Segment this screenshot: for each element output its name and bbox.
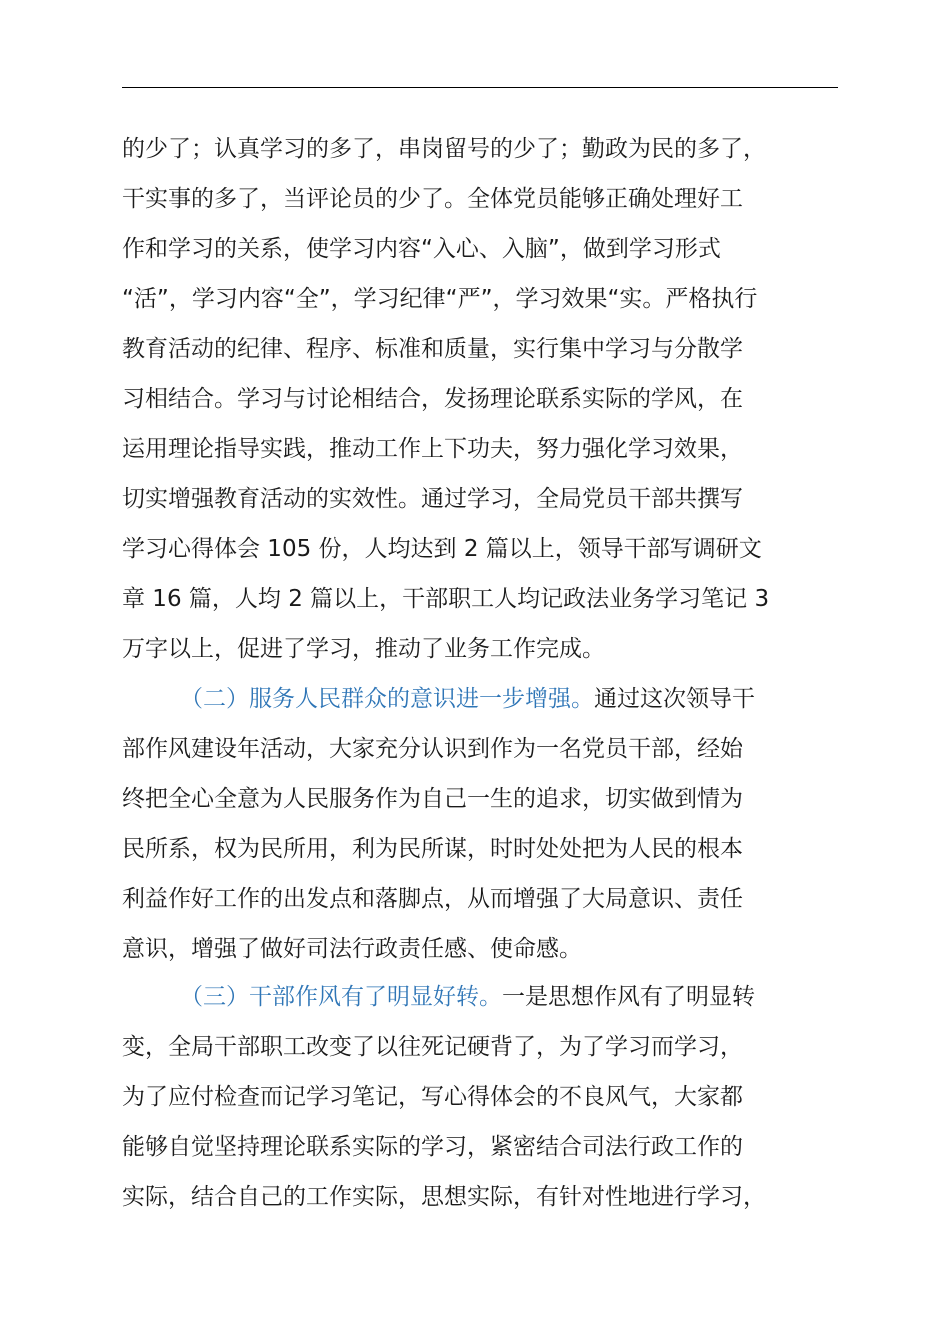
section-3-first-line: [180, 982, 755, 1012]
section-2-first-line: [180, 684, 755, 714]
body-line: 教育活动的纪律、程序、标准和质量，实行集中学习与分散学: [122, 336, 743, 362]
body-line: 能够自觉坚持理论联系实际的学习，紧密结合司法行政工作的: [122, 1134, 743, 1160]
body-line: “活”，学习内容“全”，学习纪律“严”，学习效果“实。严格执行: [122, 286, 758, 312]
section-2-first-tail: 通过这次领导干: [594, 686, 755, 712]
body-line: 为了应付检查而记学习笔记，写心得体会的不良风气，大家都: [122, 1084, 743, 1110]
body-line: 终把全心全意为人民服务作为自己一生的追求，切实做到情为: [122, 786, 743, 812]
body-line: 切实增强教育活动的实效性。通过学习，全局党员干部共撰写: [122, 486, 743, 512]
body-line: 利益作好工作的出发点和落脚点，从而增强了大局意识、责任: [122, 886, 743, 912]
body-line: 干实事的多了，当评论员的少了。全体党员能够正确处理好工: [122, 186, 743, 212]
section-3-first-tail: 一是思想作风有了明显转: [502, 984, 755, 1010]
body-line: 实际，结合自己的工作实际，思想实际，有针对性地进行学习，: [122, 1184, 766, 1210]
body-line: 的少了；认真学习的多了，串岗留号的少了；勤政为民的多了，: [122, 136, 766, 162]
body-line: 作和学习的关系，使学习内容“入心、入脑”，做到学习形式: [122, 236, 721, 262]
section-2-heading: （二）服务人民群众的意识进一步增强。: [180, 686, 594, 712]
body-line: 章 16 篇，人均 2 篇以上，干部职工人均记政法业务学习笔记 3: [122, 586, 770, 612]
body-line: 部作风建设年活动，大家充分认识到作为一名党员干部，经始: [122, 736, 743, 762]
body-line: 民所系，权为民所用，利为民所谋，时时处处把为人民的根本: [122, 836, 743, 862]
body-line: 变，全局干部职工改变了以往死记硬背了，为了学习而学习，: [122, 1034, 743, 1060]
body-line: 意识，增强了做好司法行政责任感、使命感。: [122, 936, 582, 962]
body-line: 习相结合。学习与讨论相结合，发扬理论联系实际的学风，在: [122, 386, 743, 412]
body-line: 运用理论指导实践，推动工作上下功夫，努力强化学习效果，: [122, 436, 743, 462]
body-line: 万字以上，促进了学习，推动了业务工作完成。: [122, 636, 605, 662]
body-line: 学习心得体会 105 份，人均达到 2 篇以上，领导干部写调研文: [122, 536, 762, 562]
section-3-heading: （三）干部作风有了明显好转。: [180, 984, 502, 1010]
header-rule: [122, 87, 838, 88]
